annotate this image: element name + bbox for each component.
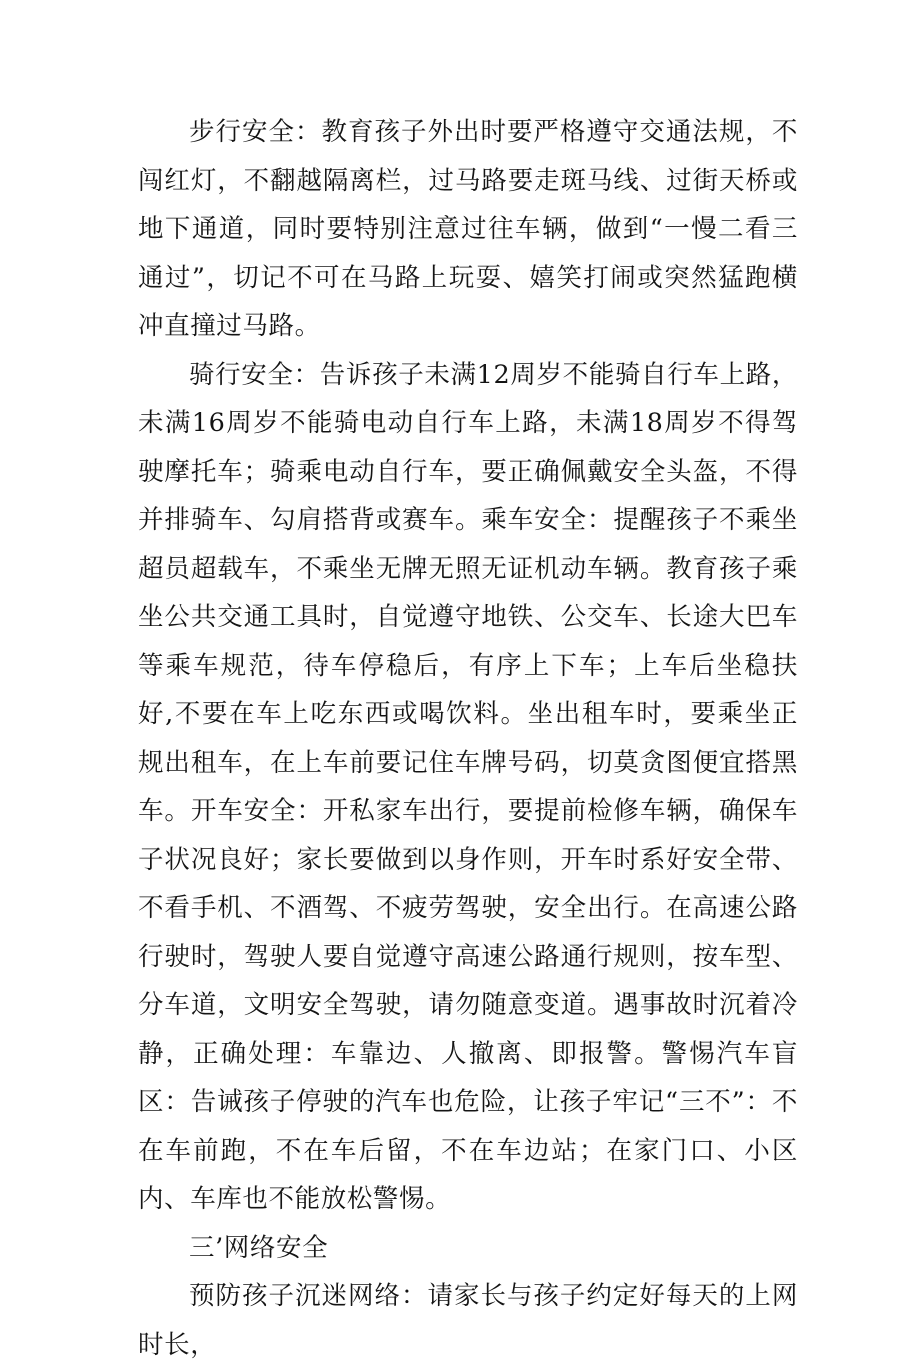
section-heading-network-safety: 三’网络安全: [189, 1232, 329, 1263]
paragraph-pedestrian-safety: 步行安全：教育孩子外出时要严格遵守交通法规，不闯红灯，不翻越隔离栏，过马路要走斑马线、过街天桥或地下通道，同时要特别注意过往车辆，做到“一慢二看三通过”，切记不可在马路上玩耍、嬉笑打闹或突然猛跑横冲直撞过马路。: [138, 117, 798, 341]
paragraph-traffic-safety: 骑行安全：告诉孩子未满12周岁不能骑自行车上路，未满16周岁不能骑电动自行车上路，未满18周岁不得驾驶摩托车；骑乘电动自行车，要正确佩戴安全头盔，不得并排骑车、勾肩搭背或赛车。乘车安全：提醒孩子不乘坐超员超载车，不乘坐无牌无照无证机动车辆。教育孩子乘坐公共交通工具时，自觉遵守地铁、公交车、长途大巴车等乘车规范，待车停稳后，有序上下车；上车后坐稳扶好,不要在车上吃东西或喝饮料。坐出租车时，要乘坐正规出租车，在上车前要记住车牌号码，切莫贪图便宜搭黑车。开车安全：开私家车出行，要提前检修车辆，确保车子状况良好；家长要做到以身作则，开车时系好安全带、不看手机、不酒驾、不疲劳驾驶，安全出行。在高速公路行驶时，驾驶人要自觉遵守高速公路通行规则，按车型、分车道，文明安全驾驶，请勿随意变道。遇事故时沉着冷静，正确处理：车靠边、人撤离、即报警。警惕汽车盲区：告诫孩子停驶的汽车也危险，让孩子牢记“三不”：不在车前跑，不在车后留，不在车边站；在家门口、小区内、车库也不能放松警惕。: [138, 359, 798, 1214]
paragraph-internet-addiction: 预防孩子沉迷网络：请家长与孩子约定好每天的上网时长，: [138, 1281, 798, 1360]
document-body: [138, 108, 798, 1369]
